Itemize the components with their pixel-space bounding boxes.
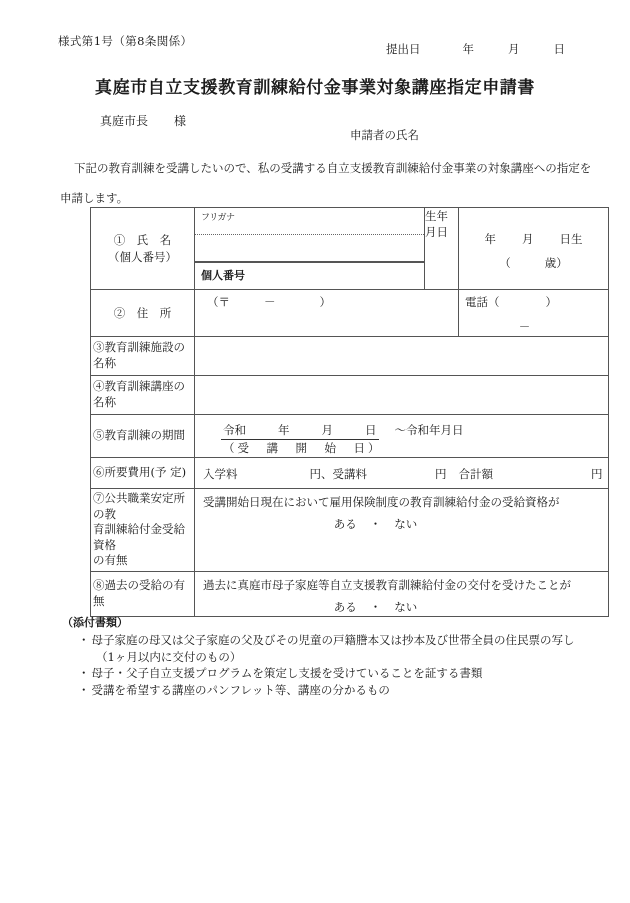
name-input-area[interactable] bbox=[195, 235, 424, 262]
addressee-name: 真庭市長 bbox=[100, 114, 149, 128]
period-end-year: 年 bbox=[429, 423, 441, 437]
bullet-icon: ・ bbox=[78, 632, 90, 647]
row-label-facility: ③教育訓練施設の名称 bbox=[91, 337, 195, 376]
table-row-course bbox=[91, 376, 609, 415]
submission-date-line bbox=[386, 41, 565, 57]
period-era-end: 令和 bbox=[406, 423, 429, 437]
submit-month-unit: 月 bbox=[508, 42, 520, 56]
attachments-list bbox=[62, 632, 575, 699]
period-line bbox=[195, 415, 608, 440]
past-receipt-option-yes[interactable]: ある bbox=[333, 599, 357, 614]
past-receipt-options[interactable] bbox=[195, 593, 608, 615]
row-label-name-line1: ① 氏 名 bbox=[113, 232, 172, 247]
period-start-day: 日 bbox=[365, 423, 377, 437]
row-label-name-line2: （個人番号） bbox=[108, 249, 177, 264]
tuition-fee-label: 円、受講料 bbox=[309, 467, 367, 481]
telephone-dash: － bbox=[518, 320, 531, 334]
attachment-item-text: 受講を希望する講座のパンフレット等、講座の分かるもの bbox=[91, 682, 390, 697]
row-label-past-receipt: ⑧過去の受給の有無 bbox=[91, 571, 195, 616]
table-row-address bbox=[91, 290, 609, 337]
row-label-address: ② 住 所 bbox=[91, 290, 195, 337]
period-end-month: 月 bbox=[440, 423, 452, 437]
submit-day-unit: 日 bbox=[553, 42, 565, 56]
age-field bbox=[459, 246, 608, 271]
name-entry-cell[interactable] bbox=[195, 208, 425, 263]
attachments-title: （添付書類） bbox=[62, 616, 128, 629]
row-label-qualification bbox=[91, 489, 195, 572]
mynumber-label: 個人番号 bbox=[201, 269, 245, 282]
attachment-item-note: （1ヶ月以内に交付のもの） bbox=[96, 649, 242, 664]
application-form-table bbox=[90, 207, 609, 617]
age-open-paren: （ bbox=[499, 255, 511, 270]
attachment-item-text: 母子・父子自立支援プログラムを策定し支援を受けていることを証する書類 bbox=[91, 666, 483, 681]
lead-paragraph-line2: 申請します。 bbox=[60, 191, 129, 205]
tel-close: ） bbox=[545, 295, 557, 309]
qualification-statement: 受講開始日現在において雇用保険制度の教育訓練給付金の受給資格が bbox=[203, 495, 560, 509]
row-label-qualification-line3: の有無 bbox=[93, 553, 128, 568]
qualification-option-yes[interactable]: ある bbox=[333, 517, 357, 531]
tel-label-open: 電話（ bbox=[465, 295, 500, 309]
mynumber-entry-cell[interactable] bbox=[195, 263, 425, 290]
entrance-fee-label: 入学料 bbox=[203, 467, 238, 481]
age-close-paren: 歳） bbox=[544, 255, 568, 270]
row-label-period: ⑤教育訓練の期間 bbox=[91, 415, 195, 458]
postal-open: （〒 bbox=[207, 295, 230, 309]
row-label-qualification-line1: ⑦公共職業安定所の教 bbox=[93, 491, 185, 521]
submit-date-label: 提出日 bbox=[386, 42, 421, 56]
list-item bbox=[78, 665, 575, 682]
period-start-month: 月 bbox=[321, 423, 333, 437]
fees-entry-cell[interactable] bbox=[195, 458, 609, 489]
period-entry-cell[interactable] bbox=[195, 415, 609, 458]
furigana-label: フリガナ bbox=[195, 208, 424, 235]
attachments-section bbox=[62, 615, 575, 699]
fee-line bbox=[195, 458, 608, 482]
total-yen-unit: 円 bbox=[591, 467, 603, 481]
past-receipt-option-separator: ・ bbox=[369, 599, 382, 614]
postal-dash: － bbox=[264, 295, 276, 309]
list-item bbox=[78, 632, 575, 649]
addressee-line bbox=[100, 112, 186, 129]
table-row-period bbox=[91, 415, 609, 458]
tuition-yen-unit: 円 bbox=[435, 467, 447, 481]
birthdate-label: 生年月日 bbox=[425, 208, 459, 290]
period-tilde: 〜 bbox=[394, 423, 406, 437]
facility-name-input[interactable] bbox=[195, 337, 609, 376]
bullet-icon: ・ bbox=[78, 682, 90, 697]
row-label-course: ④教育訓練講座の名称 bbox=[91, 376, 195, 415]
row-label-fees: ⑥所要費用(予 定) bbox=[91, 458, 195, 489]
table-row-name bbox=[91, 208, 609, 263]
page-title: 真庭市自立支援教育訓練給付金事業対象講座指定申請書 bbox=[95, 78, 535, 98]
past-receipt-statement: 過去に真庭市母子家庭等自立支援教育訓練給付金の交付を受けたことが bbox=[203, 577, 571, 592]
past-receipt-answer-cell[interactable] bbox=[195, 571, 609, 616]
addressee-honorific: 様 bbox=[174, 114, 187, 128]
applicant-name-label: 申請者の氏名 bbox=[350, 128, 419, 142]
bullet-icon: ・ bbox=[78, 666, 90, 681]
table-row-past-receipt bbox=[91, 571, 609, 616]
address-entry-cell[interactable] bbox=[195, 290, 459, 337]
birth-year-unit: 年 bbox=[484, 232, 496, 246]
period-start-year: 年 bbox=[278, 423, 290, 437]
birthdate-units bbox=[459, 208, 608, 246]
row-label-name bbox=[91, 208, 195, 290]
postal-close: ） bbox=[319, 295, 331, 309]
telephone-entry-cell[interactable] bbox=[459, 290, 609, 337]
telephone-label bbox=[459, 290, 608, 310]
table-row-qualification bbox=[91, 489, 609, 572]
period-end-day: 日 bbox=[452, 423, 464, 437]
table-row-facility bbox=[91, 337, 609, 376]
submit-year-unit: 年 bbox=[462, 42, 474, 56]
postal-code-field bbox=[195, 290, 458, 310]
birth-month-unit: 月 bbox=[522, 232, 534, 246]
birthdate-entry-cell[interactable] bbox=[459, 208, 609, 290]
form-number: 様式第1号（第8条関係） bbox=[58, 34, 193, 48]
period-start-note: （受 講 開 始 日） bbox=[223, 441, 383, 455]
qualification-answer-cell[interactable] bbox=[195, 489, 609, 572]
qualification-option-no[interactable]: ない bbox=[394, 517, 418, 531]
qualification-option-separator: ・ bbox=[369, 517, 382, 531]
lead-paragraph-line1: 下記の教育訓練を受講したいので、私の受講する自立支援教育訓練給付金事業の対象講座への指定を bbox=[74, 161, 592, 175]
table-row-fees bbox=[91, 458, 609, 489]
past-receipt-option-no[interactable]: ない bbox=[394, 599, 418, 614]
row-label-qualification-line2: 育訓練給付金受給資格 bbox=[93, 522, 185, 552]
attachment-item-text: 母子家庭の母又は父子家庭の父及びその児童の戸籍謄本又は抄本及び世帯全員の住民票の写し bbox=[91, 632, 575, 647]
birth-day-unit: 日生 bbox=[559, 232, 583, 246]
course-name-input[interactable] bbox=[195, 376, 609, 415]
period-era-start: 令和 bbox=[223, 423, 246, 437]
list-item bbox=[78, 682, 575, 699]
period-start-group bbox=[221, 422, 379, 440]
total-amount-label: 合計額 bbox=[458, 467, 493, 481]
qualification-options[interactable] bbox=[195, 510, 608, 532]
